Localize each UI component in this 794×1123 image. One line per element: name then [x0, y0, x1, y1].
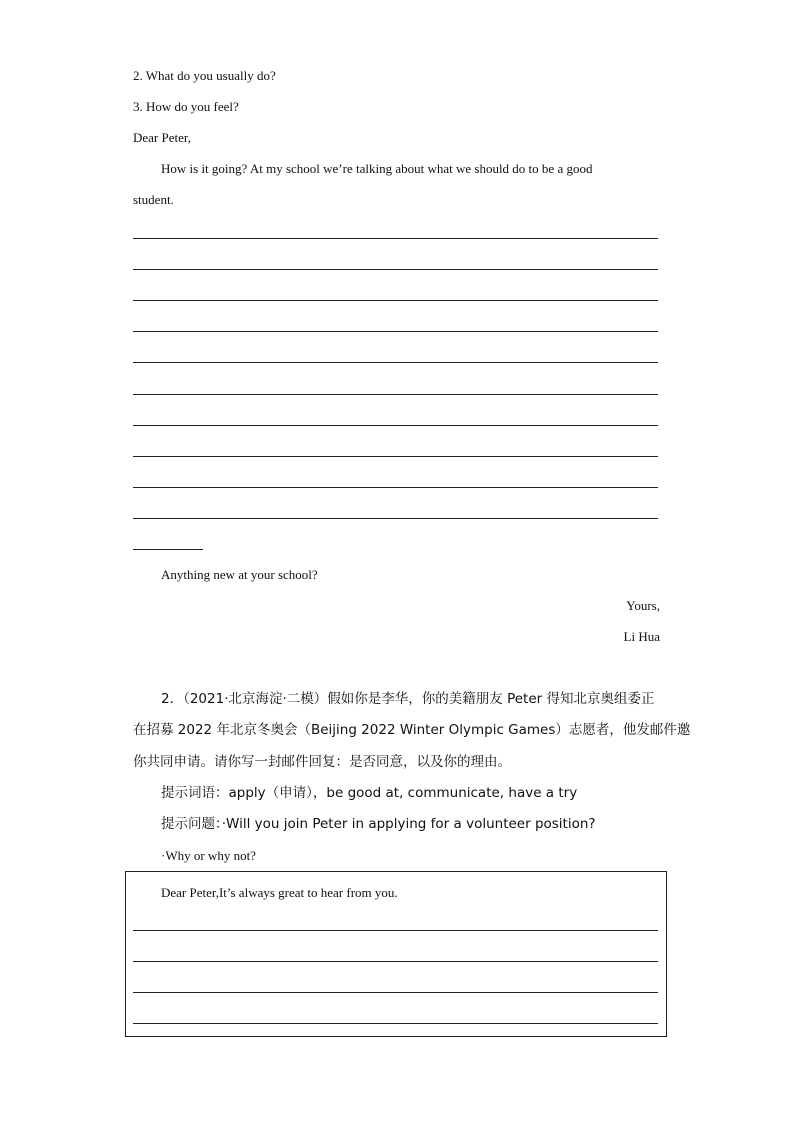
- answer-line[interactable]: [133, 930, 658, 931]
- question-3: 3. How do you feel?: [133, 99, 239, 114]
- answer-box-opening: Dear Peter,It’s always great to hear from you.: [161, 885, 398, 900]
- writing-line[interactable]: [133, 487, 658, 488]
- letter-opening-line-1: How is it going? At my school we’re talking about what we should do to be a good: [161, 161, 593, 176]
- letter-opening-line-2: student.: [133, 192, 174, 207]
- task2-hint-question-1: 提示问题：·Will you join Peter in applying for a volunteer position?: [161, 816, 596, 832]
- writing-line[interactable]: [133, 518, 658, 519]
- task2-prompt-line-3: 你共同申请。请你写一封邮件回复：是否同意，以及你的理由。: [133, 754, 511, 770]
- task2-prompt-line-1: 2．（2021·北京海淀·二模）假如你是李华，你的美籍朋友 Peter 得知北京奥组委正: [161, 691, 655, 707]
- writing-line[interactable]: [133, 269, 658, 270]
- writing-line[interactable]: [133, 331, 658, 332]
- question-2: 2. What do you usually do?: [133, 68, 276, 83]
- answer-line[interactable]: [133, 961, 658, 962]
- writing-line[interactable]: [133, 394, 658, 395]
- task2-hint-question-2: ·Why or why not?: [161, 848, 256, 863]
- answer-line[interactable]: [133, 1023, 658, 1024]
- writing-line[interactable]: [133, 425, 658, 426]
- answer-line[interactable]: [133, 992, 658, 993]
- writing-line[interactable]: [133, 300, 658, 301]
- letter-signoff: Yours,: [626, 598, 660, 613]
- writing-line[interactable]: [133, 362, 658, 363]
- writing-line[interactable]: [133, 238, 658, 239]
- writing-line-short[interactable]: [133, 549, 203, 550]
- task2-prompt-line-2: 在招募 2022 年北京冬奥会（Beijing 2022 Winter Olympic Games）志愿者，他发邮件邀: [133, 722, 691, 738]
- letter-signature: Li Hua: [623, 629, 660, 644]
- letter-closing-question: Anything new at your school?: [161, 567, 318, 582]
- task2-hint-words: 提示词语：apply（申请），be good at, communicate, have a try: [161, 785, 578, 801]
- writing-line[interactable]: [133, 456, 658, 457]
- letter-salutation: Dear Peter,: [133, 130, 191, 145]
